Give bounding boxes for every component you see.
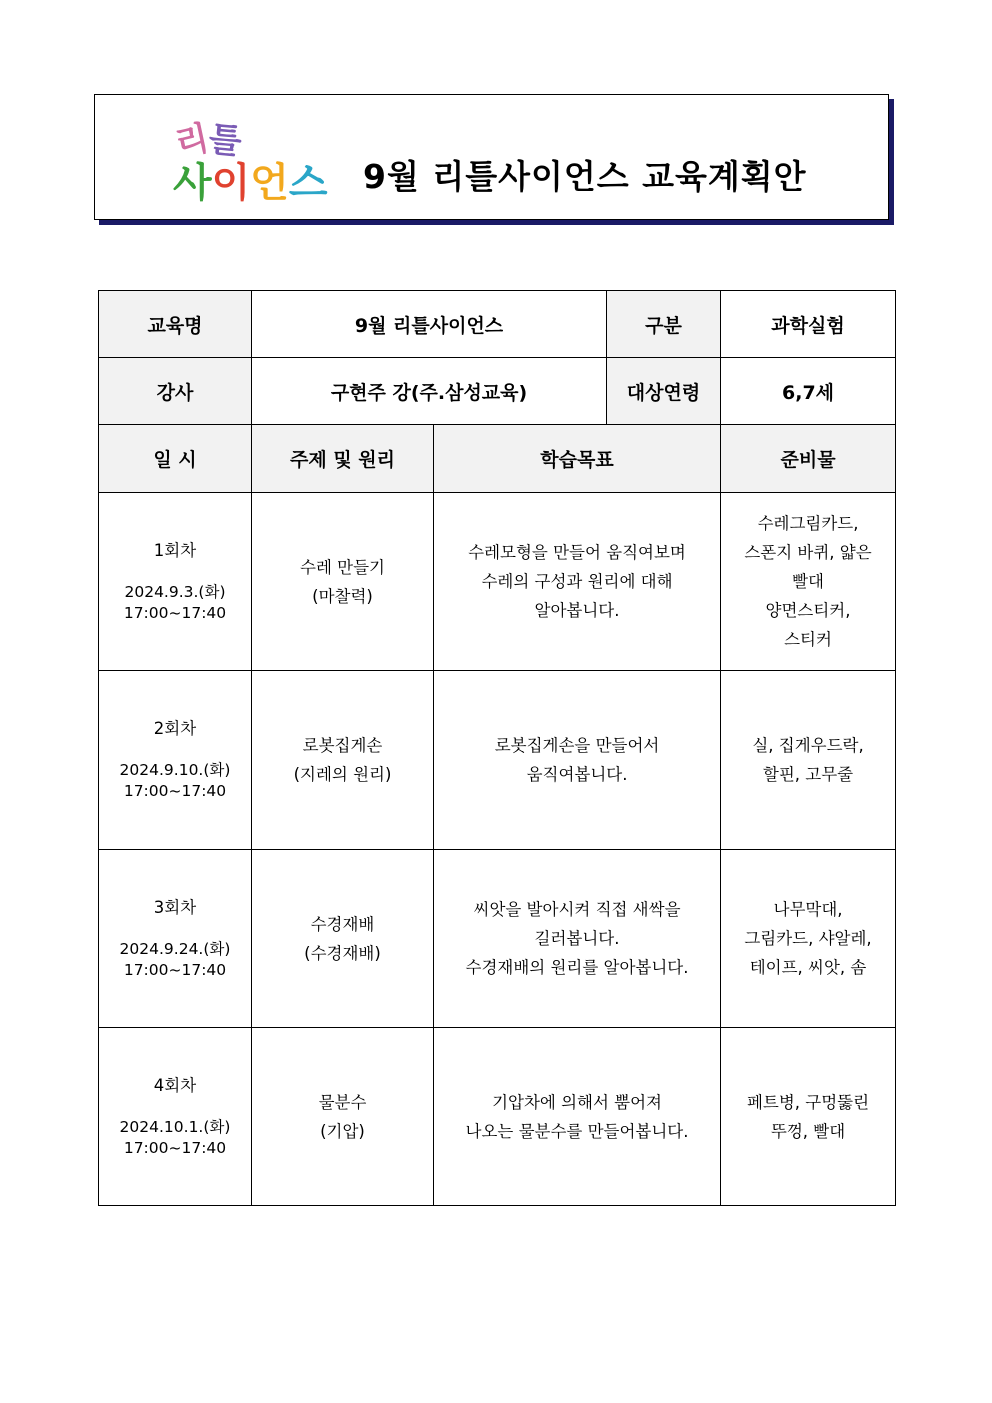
goal-line: 수레모형을 만들어 움직여보며 — [468, 543, 686, 562]
session-topic-cell — [252, 850, 434, 1028]
goal-line: 수경재배의 원리를 알아봅니다. — [465, 958, 689, 977]
category-value: 과학실험 — [721, 291, 896, 358]
info-row-instructor — [99, 358, 896, 425]
goal-line: 기압차에 의해서 뿜어져 — [492, 1092, 662, 1112]
materials-line: 페트병, 구멍뚫린 — [746, 1092, 870, 1112]
session-materials-cell — [721, 1028, 896, 1206]
session-date: 2024.9.10.(화) — [119, 761, 231, 779]
session-round: 3회차 — [153, 897, 197, 917]
course-value: 9월 리틀사이언스 — [252, 291, 607, 358]
logo-char-seu: 스 — [288, 160, 328, 206]
logo-char-ri: 리 — [171, 117, 214, 165]
materials-line: 나무막대, — [773, 900, 843, 919]
logo-char-sa: 사 — [173, 160, 212, 206]
logo-char-eon: 언 — [250, 160, 289, 206]
session-time: 17:00~17:40 — [123, 782, 227, 800]
goal-line: 알아봅니다. — [534, 601, 620, 620]
column-header-topic: 주제 및 원리 — [252, 425, 434, 493]
materials-line: 실, 집게우드락, — [752, 736, 864, 755]
goal-line: 로봇집게손을 만들어서 — [494, 736, 660, 755]
title-box — [94, 94, 889, 220]
column-header-date: 일 시 — [99, 425, 252, 493]
session-time: 17:00~17:40 — [123, 603, 227, 622]
little-science-logo — [171, 113, 333, 206]
topic-line: 로봇집게손 — [302, 736, 383, 755]
goal-line: 수레의 구성과 원리에 대해 — [481, 572, 673, 591]
session-date: 2024.9.3.(화) — [124, 582, 226, 601]
goal-line: 나오는 물분수를 만들어봅니다. — [465, 1121, 689, 1141]
session-row — [99, 850, 896, 1028]
topic-line: 물분수 — [318, 1092, 367, 1112]
topic-line: (지레의 원리) — [293, 765, 392, 784]
session-row — [99, 671, 896, 850]
category-label: 구분 — [607, 291, 721, 358]
topic-line: (마찰력) — [312, 586, 373, 606]
session-round: 2회차 — [153, 719, 197, 738]
session-time: 17:00~17:40 — [123, 1138, 227, 1157]
session-date: 2024.10.1.(화) — [119, 1117, 231, 1136]
materials-line: 수레그림카드, — [757, 514, 859, 533]
instructor-value: 구현주 강(주.삼성교육) — [252, 358, 607, 425]
goal-line: 길러봅니다. — [534, 929, 620, 948]
age-value: 6,7세 — [721, 358, 896, 425]
session-date-cell — [99, 1028, 252, 1206]
session-topic-cell — [252, 1028, 434, 1206]
materials-line: 뚜껑, 빨대 — [770, 1121, 846, 1141]
materials-line: 스티커 — [784, 630, 832, 649]
session-row — [99, 1028, 896, 1206]
session-topic-cell — [252, 671, 434, 850]
materials-line: 양면스티커, — [765, 601, 851, 620]
column-header-materials: 준비물 — [721, 425, 896, 493]
session-round: 1회차 — [153, 540, 197, 560]
topic-line: 수레 만들기 — [300, 557, 385, 577]
age-label: 대상연령 — [607, 358, 721, 425]
education-plan-table — [98, 290, 896, 1206]
session-date-cell — [99, 493, 252, 671]
column-header-goal: 학습목표 — [434, 425, 721, 493]
instructor-label: 강사 — [99, 358, 252, 425]
logo-char-i: 이 — [211, 160, 251, 206]
goal-line: 움직여봅니다. — [526, 765, 628, 784]
session-topic-cell — [252, 493, 434, 671]
logo-char-teul: 틀 — [206, 119, 245, 163]
materials-line: 테이프, 씨앗, 솜 — [749, 958, 867, 977]
goal-line: 씨앗을 발아시켜 직접 새싹을 — [473, 900, 681, 919]
materials-line: 그림카드, 샤알레, — [744, 929, 872, 948]
session-time: 17:00~17:40 — [123, 960, 227, 979]
session-row — [99, 493, 896, 671]
column-header-row — [99, 425, 896, 493]
session-round: 4회차 — [153, 1075, 197, 1095]
logo-line-2 — [173, 151, 328, 208]
session-date-cell — [99, 850, 252, 1028]
topic-line: 수경재배 — [310, 914, 375, 934]
topic-line: (수경재배) — [304, 943, 381, 963]
session-materials-cell — [721, 850, 896, 1028]
session-goal-cell — [434, 850, 721, 1028]
session-materials-cell — [721, 493, 896, 671]
session-goal-cell — [434, 1028, 721, 1206]
info-row-course — [99, 291, 896, 358]
session-goal-cell — [434, 671, 721, 850]
course-label: 교육명 — [99, 291, 252, 358]
materials-line: 할핀, 고무줄 — [762, 765, 854, 784]
materials-line: 빨대 — [792, 572, 824, 591]
session-date-cell — [99, 671, 252, 850]
session-goal-cell — [434, 493, 721, 671]
topic-line: (기압) — [320, 1121, 365, 1141]
session-date: 2024.9.24.(화) — [119, 939, 231, 958]
session-materials-cell — [721, 671, 896, 850]
page-title: 9월 리틀사이언스 교육계획안 — [363, 157, 807, 196]
materials-line: 스폰지 바퀴, 얇은 — [744, 543, 872, 562]
